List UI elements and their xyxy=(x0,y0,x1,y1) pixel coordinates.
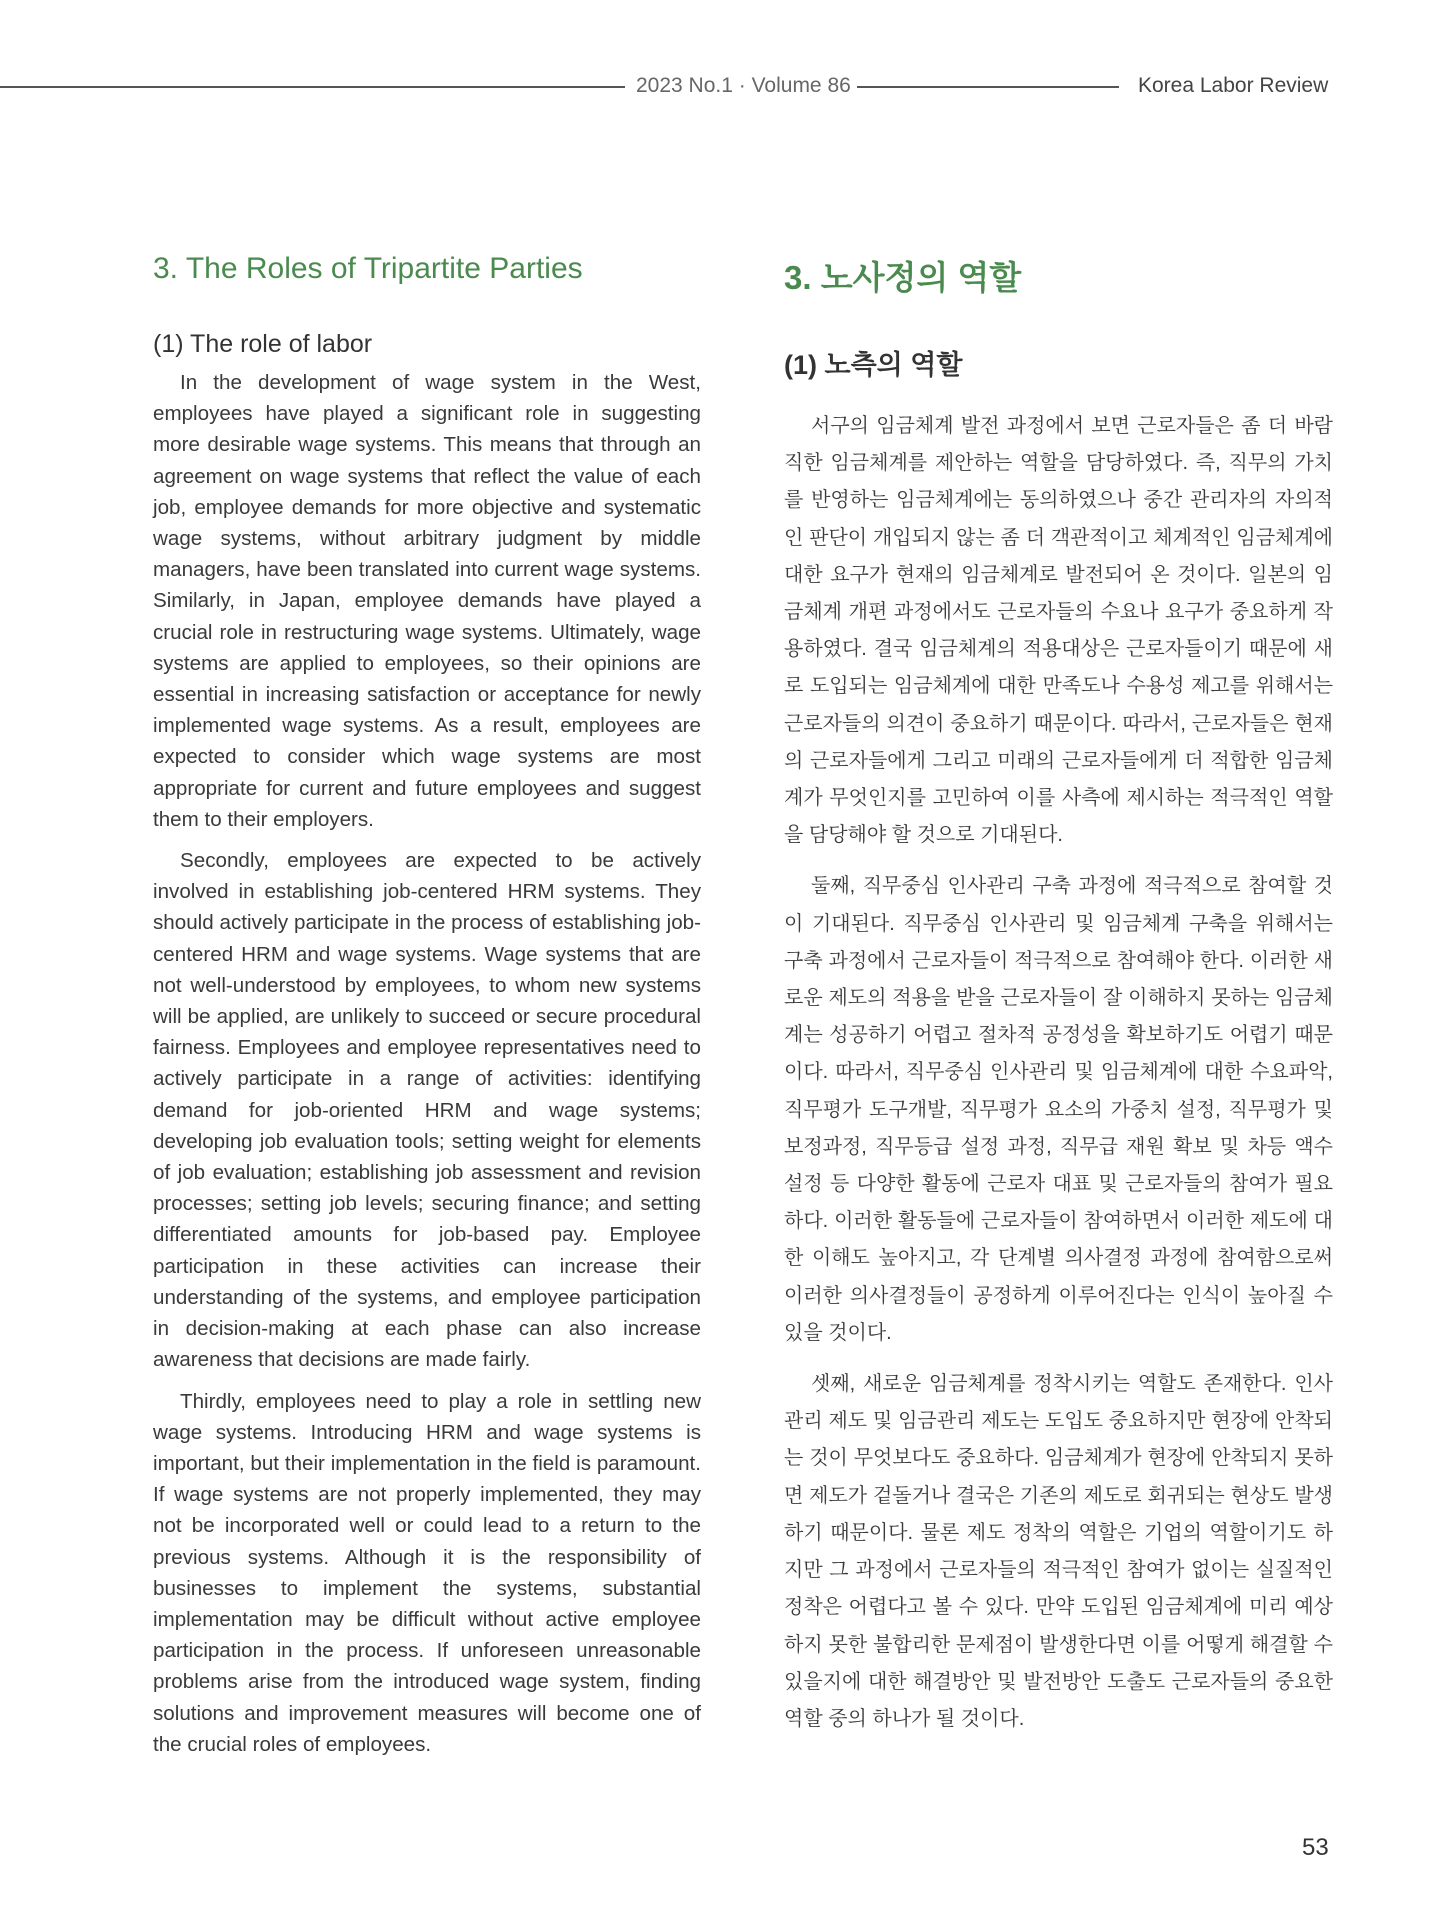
korean-paragraph-1: 서구의 임금체계 발전 과정에서 보면 근로자들은 좀 더 바람직한 임금체계를 제안하는 역할을 담당하였다. 즉, 직무의 가치를 반영하는 임금체계에는 동의하였으나 중간 관리자의 자의적인 판단이 개입되지 않는 좀 더 객관적이고 체계적인 임금체계에 대한 요구가 현재의 임금체계로 발전되어 온 것이다. 일본의 임금체계 개편 과정에서도 근로자들의 수요나 요구가 중요하게 작용하였다. 결국 임금체계의 적용대상은 근로자들이기 때문에 새로 도입되는 임금체계에 대한 만족도나 수용성 제고를 위해서는 근로자들의 의견이 중요하기 때문이다. 따라서, 근로자들은 현재의 근로자들에게 그리고 미래의 근로자들에게 더 적합한 임금체계가 무엇인지를 고민하여 이를 사측에 제시하는 적극적인 역할을 담당해야 할 것으로 기대된다. xyxy=(784,415,1333,847)
issue-label: 2023 No.1 · Volume 86 xyxy=(636,74,851,97)
korean-subsection-title: (1) 노측의 역할 xyxy=(784,350,963,380)
english-paragraph-2: Secondly, employees are expected to be actively involved in establishing job-centered HRM systems. They should actively participate in the process of establishing job-centered HRM and wage systems. Wage systems that are not well-understood by employees, to whom new systems will be applied, are unlikely to succeed or secure procedural fairness. Employees and employee representatives need to actively participate in a range of activities: identifying demand for job-oriented HRM and wage systems; developing job evaluation tools; setting weight for elements of job evaluation; establishing job assessment and revision processes; setting job levels; securing finance; and setting differentiated amounts for job-based pay. Employee participation in these activities can increase their understanding of the systems, and employee participation in decision-making at each phase can also increase awareness that decisions are made fairly. xyxy=(153,849,701,1372)
page-number: 53 xyxy=(1302,1834,1329,1861)
header-rule-right xyxy=(857,86,1119,88)
korean-section-title: 3. 노사정의 역할 xyxy=(784,259,1022,296)
english-column xyxy=(153,252,701,1770)
english-paragraph-3: Thirdly, employees need to play a role in settling new wage systems. Introducing HRM and wage systems is important, but their implementation in the field is paramount. If wage systems are not properly implemented, they may not be incorporated well or could lead to a return to the previous systems. Although it is the responsibility of businesses to implement the systems, substantial implementation may be difficult without active employee participation in the process. If unforeseen unreasonable problems arise from the introduced wage system, finding solutions and improvement measures will become one of the crucial roles of employees. xyxy=(153,1389,701,1756)
journal-title: Korea Labor Review xyxy=(1138,74,1329,97)
korean-paragraph-2: 둘째, 직무중심 인사관리 구축 과정에 적극적으로 참여할 것이 기대된다. 직무중심 인사관리 및 임금체계 구축을 위해서는 구축 과정에서 근로자들이 적극적으로 참여해야 한다. 이러한 새로운 제도의 적용을 받을 근로자들이 잘 이해하지 못하는 임금체계는 성공하기 어렵고 절차적 공정성을 확보하기도 어렵기 때문이다. 따라서, 직무중심 인사관리 및 임금체계에 대한 수요파악, 직무평가 도구개발, 직무평가 요소의 가중치 설정, 직무평가 및 보정과정, 직무등급 설정 과정, 직무급 재원 확보 및 차등 액수 설정 등 다양한 활동에 근로자 대표 및 근로자들의 참여가 필요하다. 이러한 활동들에 근로자들이 참여하면서 이러한 제도에 대한 이해도 높아지고, 각 단계별 의사결정 과정에 참여함으로써 이러한 의사결정들이 공정하게 이루어진다는 인식이 높아질 수 있을 것이다. xyxy=(784,875,1333,1344)
korean-paragraph-3: 셋째, 새로운 임금체계를 정착시키는 역할도 존재한다. 인사관리 제도 및 임금관리 제도는 도입도 중요하지만 현장에 안착되는 것이 무엇보다도 중요하다. 임금체계가 현장에 안착되지 못하면 제도가 겉돌거나 결국은 기존의 제도로 회귀되는 현상도 발생하기 때문이다. 물론 제도 정착의 역할은 기업의 역할이기도 하지만 그 과정에서 근로자들의 적극적인 참여가 없이는 실질적인 정착은 어렵다고 볼 수 있다. 만약 도입된 임금체계에 미리 예상하지 못한 불합리한 문제점이 발생한다면 이를 어떻게 해결할 수 있을지에 대한 해결방안 및 발전방안 도출도 근로자들의 중요한 역할 중의 하나가 될 것이다. xyxy=(784,1373,1333,1730)
page-header xyxy=(0,70,1334,98)
english-paragraph-1: In the development of wage system in the West, employees have played a significant role in suggesting more desirable wage systems. This means that through an agreement on wage systems that reflect the value of each job, employee demands for more objective and systematic wage systems, without arbitrary judgment by middle managers, have been translated into current wage systems. Similarly, in Japan, employee demands have played a crucial role in restructuring wage systems. Ultimately, wage systems are applied to employees, so their opinions are essential in increasing satisfaction or acceptance for newly implemented wage systems. As a result, employees are expected to consider which wage systems are most appropriate for current and future employees and suggest them to their employers. xyxy=(153,371,701,831)
header-rule-left xyxy=(0,86,625,88)
english-subsection-title: (1) The role of labor xyxy=(153,330,373,358)
english-section-title: 3. The Roles of Tripartite Parties xyxy=(153,252,583,285)
korean-column xyxy=(784,252,1333,1752)
